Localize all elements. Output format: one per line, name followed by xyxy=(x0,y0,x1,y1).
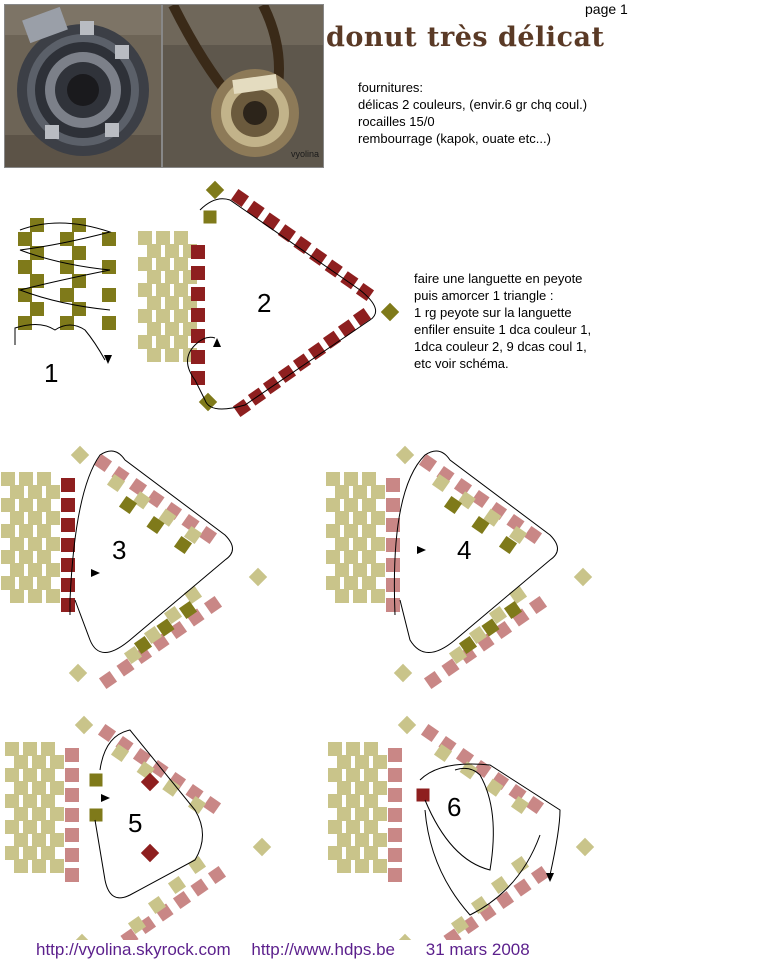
bead xyxy=(335,511,349,525)
bead xyxy=(19,472,33,486)
bead xyxy=(337,807,351,821)
bead xyxy=(41,846,55,860)
bead xyxy=(344,524,358,538)
bead xyxy=(364,846,378,860)
bead xyxy=(293,236,311,254)
bead xyxy=(156,257,170,271)
bead xyxy=(5,846,19,860)
bead xyxy=(326,576,340,590)
bead xyxy=(32,833,46,847)
bead xyxy=(133,748,151,766)
bead xyxy=(346,846,360,860)
bead xyxy=(28,485,42,499)
bead xyxy=(65,748,79,762)
bead xyxy=(373,781,387,795)
bead xyxy=(1,472,15,486)
bead xyxy=(362,524,376,538)
bead xyxy=(253,838,271,856)
bead xyxy=(138,335,152,349)
bead xyxy=(388,748,402,762)
bead xyxy=(28,511,42,525)
bead xyxy=(524,526,542,544)
bead xyxy=(133,491,151,509)
bead xyxy=(46,563,60,577)
bead xyxy=(364,768,378,782)
bead xyxy=(249,568,267,586)
bead xyxy=(325,259,343,277)
donut-photo-dark xyxy=(4,4,162,168)
step-label-2: 2 xyxy=(257,288,272,318)
step-label-3: 3 xyxy=(112,535,127,565)
bead xyxy=(61,538,75,552)
bead xyxy=(1,498,15,512)
bead xyxy=(147,244,161,258)
bead xyxy=(371,589,385,603)
bead xyxy=(373,859,387,873)
bead xyxy=(247,201,265,219)
bead xyxy=(386,498,400,512)
bead xyxy=(10,511,24,525)
bead xyxy=(28,589,42,603)
bead xyxy=(14,807,28,821)
bead xyxy=(204,596,222,614)
bead xyxy=(337,833,351,847)
bead xyxy=(373,807,387,821)
bead xyxy=(14,859,28,873)
bead xyxy=(19,498,33,512)
bead xyxy=(14,833,28,847)
instruction-line: faire une languette en peyote xyxy=(414,271,583,286)
bead xyxy=(356,283,374,301)
bead xyxy=(65,768,79,782)
bead xyxy=(191,308,205,322)
bead xyxy=(165,270,179,284)
bead xyxy=(174,335,188,349)
bead xyxy=(41,820,55,834)
bead xyxy=(388,828,402,842)
bead xyxy=(328,742,342,756)
bead xyxy=(119,496,137,514)
bead xyxy=(1,576,15,590)
bead xyxy=(191,245,205,259)
bead xyxy=(10,563,24,577)
bead xyxy=(10,589,24,603)
bead xyxy=(65,868,79,882)
bead xyxy=(337,859,351,873)
bead xyxy=(102,232,116,246)
bead xyxy=(28,563,42,577)
bead xyxy=(388,868,402,882)
bead xyxy=(346,768,360,782)
bead xyxy=(191,266,205,280)
instruction-line: 1dca couleur 2, 9 dcas coul 1, xyxy=(414,339,587,354)
footer-link-hdps[interactable]: http://www.hdps.be xyxy=(251,940,395,959)
bead xyxy=(19,524,33,538)
bead xyxy=(338,319,356,337)
bead xyxy=(5,794,19,808)
instruction-line: 1 rg peyote sur la languette xyxy=(414,305,572,320)
bead xyxy=(147,296,161,310)
bead xyxy=(417,789,430,802)
bead xyxy=(174,231,188,245)
bead xyxy=(203,796,221,814)
step-label-6: 6 xyxy=(447,792,462,822)
bead xyxy=(61,518,75,532)
bead xyxy=(362,472,376,486)
bead xyxy=(32,859,46,873)
bead xyxy=(574,568,592,586)
supplies-list xyxy=(358,79,587,147)
bead xyxy=(208,866,226,884)
bead xyxy=(50,781,64,795)
bead xyxy=(14,781,28,795)
bead xyxy=(388,848,402,862)
bead xyxy=(165,296,179,310)
bead xyxy=(50,859,64,873)
bead xyxy=(50,755,64,769)
bead xyxy=(381,303,399,321)
bead xyxy=(231,189,249,207)
bead xyxy=(191,350,205,364)
bead xyxy=(138,257,152,271)
thread-path xyxy=(70,451,233,653)
footer-date: 31 mars 2008 xyxy=(425,940,530,959)
bead xyxy=(156,283,170,297)
bead xyxy=(23,768,37,782)
bead xyxy=(30,302,44,316)
footer-link-skyrock[interactable]: http://vyolina.skyrock.com xyxy=(36,940,231,959)
bead xyxy=(156,231,170,245)
bead xyxy=(353,308,371,326)
bead xyxy=(355,781,369,795)
step-label-5: 5 xyxy=(128,808,143,838)
instruction-line: etc voir schéma. xyxy=(414,356,509,371)
bead xyxy=(5,768,19,782)
bead xyxy=(138,309,152,323)
bead xyxy=(23,846,37,860)
bead xyxy=(65,788,79,802)
thread-path xyxy=(420,764,560,875)
bead xyxy=(346,820,360,834)
bead xyxy=(355,859,369,873)
bead xyxy=(371,563,385,577)
bead xyxy=(364,820,378,834)
bead xyxy=(14,755,28,769)
bead xyxy=(19,576,33,590)
bead xyxy=(444,496,462,514)
bead xyxy=(28,537,42,551)
bead xyxy=(328,820,342,834)
bead xyxy=(328,768,342,782)
bead xyxy=(353,485,367,499)
bead xyxy=(37,498,51,512)
bead xyxy=(50,807,64,821)
bead xyxy=(424,671,442,689)
bead xyxy=(61,578,75,592)
photo-watermark: vyolina xyxy=(291,149,320,159)
bead xyxy=(32,781,46,795)
bead xyxy=(94,454,112,472)
step-4-diagram xyxy=(326,446,592,689)
bead xyxy=(531,866,549,884)
bead xyxy=(71,446,89,464)
arrow-icon xyxy=(417,546,426,554)
bead xyxy=(456,748,474,766)
bead xyxy=(46,589,60,603)
bead xyxy=(386,598,400,612)
bead xyxy=(46,511,60,525)
step-3-diagram xyxy=(1,446,267,689)
bead xyxy=(353,537,367,551)
bead xyxy=(529,596,547,614)
donut-photo-bronze xyxy=(162,4,324,168)
step-label-1: 1 xyxy=(44,358,59,388)
bead xyxy=(129,478,147,496)
bead xyxy=(355,833,369,847)
bead xyxy=(18,260,32,274)
bead xyxy=(165,348,179,362)
bead xyxy=(388,768,402,782)
bead xyxy=(102,260,116,274)
step-label-4: 4 xyxy=(457,535,472,565)
bead xyxy=(386,558,400,572)
bead xyxy=(138,231,152,245)
bead xyxy=(184,586,202,604)
bead xyxy=(388,788,402,802)
step-1-diagram xyxy=(15,218,116,364)
bead xyxy=(344,550,358,564)
bead xyxy=(190,878,208,896)
bead xyxy=(90,809,103,822)
bead xyxy=(386,578,400,592)
bead xyxy=(188,856,206,874)
page-number: page 1 xyxy=(585,1,628,17)
bead xyxy=(5,820,19,834)
bead xyxy=(1,550,15,564)
bead xyxy=(371,511,385,525)
bead xyxy=(41,742,55,756)
arrow-icon xyxy=(213,338,221,347)
bead xyxy=(353,589,367,603)
footer xyxy=(36,940,546,960)
bead xyxy=(513,878,531,896)
bead xyxy=(90,774,103,787)
bead xyxy=(191,287,205,301)
bead xyxy=(147,348,161,362)
bead xyxy=(19,550,33,564)
supplies-line: délicas 2 couleurs, (envir.6 gr chq coul.) xyxy=(358,97,588,112)
bead xyxy=(61,478,75,492)
bead xyxy=(346,742,360,756)
bead xyxy=(326,498,340,512)
bead xyxy=(344,498,358,512)
bead xyxy=(364,794,378,808)
bead xyxy=(191,329,205,343)
bead xyxy=(60,232,74,246)
page-title: donut très délicat xyxy=(326,22,605,53)
bead xyxy=(46,537,60,551)
bead xyxy=(335,537,349,551)
bead xyxy=(141,844,159,862)
bead xyxy=(373,755,387,769)
bead xyxy=(5,742,19,756)
bead xyxy=(61,598,75,612)
bead xyxy=(1,524,15,538)
bead xyxy=(204,211,217,224)
bead xyxy=(362,550,376,564)
bead xyxy=(72,302,86,316)
instruction-line: enfiler ensuite 1 dca couleur 1, xyxy=(414,322,592,337)
bead xyxy=(394,664,412,682)
supplies-line: rembourrage (kapok, ouate etc...) xyxy=(358,131,551,146)
bead xyxy=(147,270,161,284)
bead xyxy=(233,399,251,417)
bead xyxy=(458,491,476,509)
bead xyxy=(262,212,280,230)
bead xyxy=(65,848,79,862)
bead xyxy=(65,808,79,822)
bead xyxy=(386,478,400,492)
bead xyxy=(32,755,46,769)
bead xyxy=(23,794,37,808)
bead xyxy=(526,796,544,814)
bead xyxy=(326,472,340,486)
bead xyxy=(37,576,51,590)
bead xyxy=(32,807,46,821)
bead xyxy=(509,586,527,604)
bead xyxy=(353,511,367,525)
bead xyxy=(511,856,529,874)
bead xyxy=(46,485,60,499)
bead xyxy=(511,796,529,814)
bead xyxy=(326,524,340,538)
bead xyxy=(60,316,74,330)
bead xyxy=(353,563,367,577)
bead xyxy=(206,181,224,199)
bead xyxy=(147,322,161,336)
bead xyxy=(50,833,64,847)
bead xyxy=(37,524,51,538)
bead xyxy=(328,846,342,860)
bead xyxy=(364,742,378,756)
bead xyxy=(69,664,87,682)
bead xyxy=(156,335,170,349)
bead xyxy=(138,283,152,297)
step-6-diagram xyxy=(328,716,594,940)
bead xyxy=(60,288,74,302)
bead xyxy=(421,724,439,742)
bead xyxy=(199,526,217,544)
bead xyxy=(344,576,358,590)
bead xyxy=(65,828,79,842)
bead xyxy=(398,716,416,734)
bead xyxy=(99,671,117,689)
bead xyxy=(335,589,349,603)
bead xyxy=(328,794,342,808)
bead xyxy=(41,794,55,808)
bead xyxy=(10,485,24,499)
bead xyxy=(362,576,376,590)
bead xyxy=(335,563,349,577)
bead xyxy=(373,833,387,847)
supplies-heading: fournitures: xyxy=(358,80,424,95)
bead xyxy=(37,550,51,564)
bead xyxy=(37,472,51,486)
bead xyxy=(23,820,37,834)
bead xyxy=(165,244,179,258)
bead xyxy=(75,716,93,734)
supplies-line: rocailles 15/0 xyxy=(358,114,435,129)
bead xyxy=(371,537,385,551)
bead xyxy=(102,288,116,302)
bead xyxy=(346,794,360,808)
bead xyxy=(355,755,369,769)
bead xyxy=(419,454,437,472)
instruction-line: puis amorcer 1 triangle : xyxy=(414,288,554,303)
bead xyxy=(156,309,170,323)
bead xyxy=(61,498,75,512)
bead xyxy=(335,485,349,499)
bead xyxy=(396,446,414,464)
bead xyxy=(174,283,188,297)
bead xyxy=(337,755,351,769)
bead xyxy=(388,808,402,822)
bead xyxy=(174,257,188,271)
bead xyxy=(355,807,369,821)
bead xyxy=(576,838,594,856)
bead xyxy=(18,316,32,330)
bead xyxy=(371,485,385,499)
bead xyxy=(102,316,116,330)
bead xyxy=(23,742,37,756)
bead xyxy=(174,309,188,323)
bead xyxy=(362,498,376,512)
bead xyxy=(386,538,400,552)
bead xyxy=(344,472,358,486)
bead xyxy=(326,550,340,564)
bead xyxy=(18,232,32,246)
bead xyxy=(10,537,24,551)
arrow-icon xyxy=(101,794,110,802)
bead xyxy=(308,342,326,360)
bead xyxy=(165,322,179,336)
bead xyxy=(454,478,472,496)
bead xyxy=(263,376,281,394)
bead xyxy=(337,781,351,795)
arrow-icon xyxy=(91,569,100,577)
bead xyxy=(41,768,55,782)
bead xyxy=(72,246,86,260)
